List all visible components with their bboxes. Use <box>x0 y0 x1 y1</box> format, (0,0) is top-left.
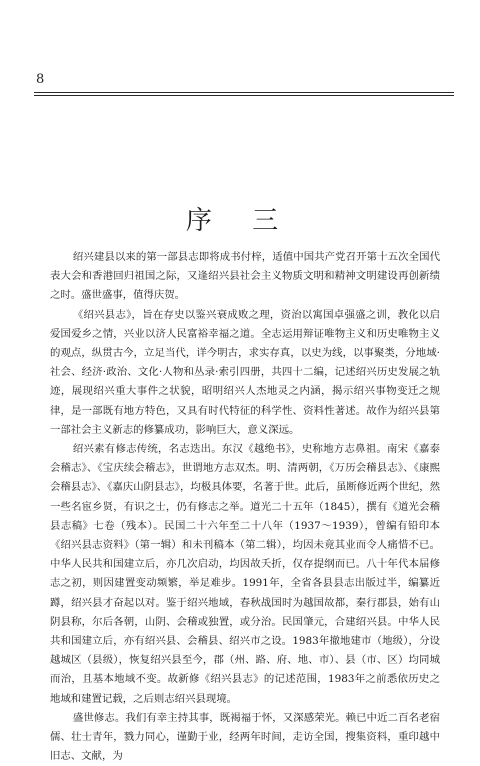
page-title: 序 三 <box>185 206 295 236</box>
header-rule <box>34 92 454 93</box>
page-number: 8 <box>36 72 45 87</box>
header-rule-secondary <box>34 95 454 96</box>
body-text <box>50 248 440 766</box>
paragraph: 绍兴建县以来的第一部县志即将成书付梓，适值中国共产党召开第十五次全国代表大会和香港回归祖国之际，又逢绍兴县社会主义物质文明和精神文明建设再创新绩之时。盛世盛事，值得庆贺。 <box>50 251 440 302</box>
paragraph: 盛世修志。我们有幸主持其事，既褐福于怀，又深感荣光。赖已中近二百名老宿儒、壮士青年，戮力同心，谨勤于业，经两年时间，走访全国，搜集资料，重印越中旧志、文献，为 <box>50 711 440 763</box>
paragraph: 《绍兴县志》，旨在存史以鉴兴衰成败之理，资治以寓国卓强盛之训，教化以启爱国爱乡之情，兴业以济人民富裕幸福之道。全志运用辩证唯物主义和历史唯物主义的观点，纵贯古今，立足当代，详今明古，求实存真，以史为线，以事聚类，分地域·社会、经济·政治、文化·人物和丛录·索引四册，共四十二编，记述绍兴历史发展之轨迹，展现绍兴重大事件之状貌，昭明绍兴人杰地灵之内涵，揭示绍兴事物变迁之规律，是一部既有地方特色，又具有时代特征的科学性、资料性著述。故作为绍兴县第一部社会主义新志的修纂成功，影响巨大，意义深远。 <box>50 308 440 436</box>
paragraph: 绍兴素有修志传统，名志迭出。东汉《越绝书》，史称地方志鼻祖。南宋《嘉泰会稽志》、《宝庆续会稽志》，世谓地方志双杰。明、清两朝，《万历会稽县志》、《康熙会稽县志》、《嘉庆山阴县志》，均极具体要，名著于世。此后，虽断修近两个世纪，然一些名宦乡贤，有识之士，仍有修志之举。道光二十五年（1845），撰有《道光会稽县志稿》七卷（残本）。民国二十六年至二十八年（1937～1939），曾编有铅印本《绍兴县志资料》（第一辑）和未刊稿本（第二辑），均因未竟其业而令人痛惜不已。中华人民共和国建立后，亦几次启动，均因故夭折，仅存提纲而已。八十年代本届修志之初，则因建置变动频繁，举足难步。1991年，全省各县县志出版过半，编纂近蹲，绍兴县才奋起以对。鉴于绍兴地域，春秋战国时为越国故都，秦行郡县，始有山阴县称，尔后各朝，山阴、会稽或独置，或分治。民国肇元，合建绍兴县。中华人民共和国建立后，亦有绍兴县、会稽县、绍兴市之设。1983年撤地建市（地级），分设越城区（县级），恢复绍兴县至今，郡（州、路、府、地、市）、县（市、区）均同城而治，且基本地域不变。故新修《绍兴县志》的记述范围，1983年之前悉依历史之地域和建置记载，之后则志绍兴县现境。 <box>50 443 440 705</box>
